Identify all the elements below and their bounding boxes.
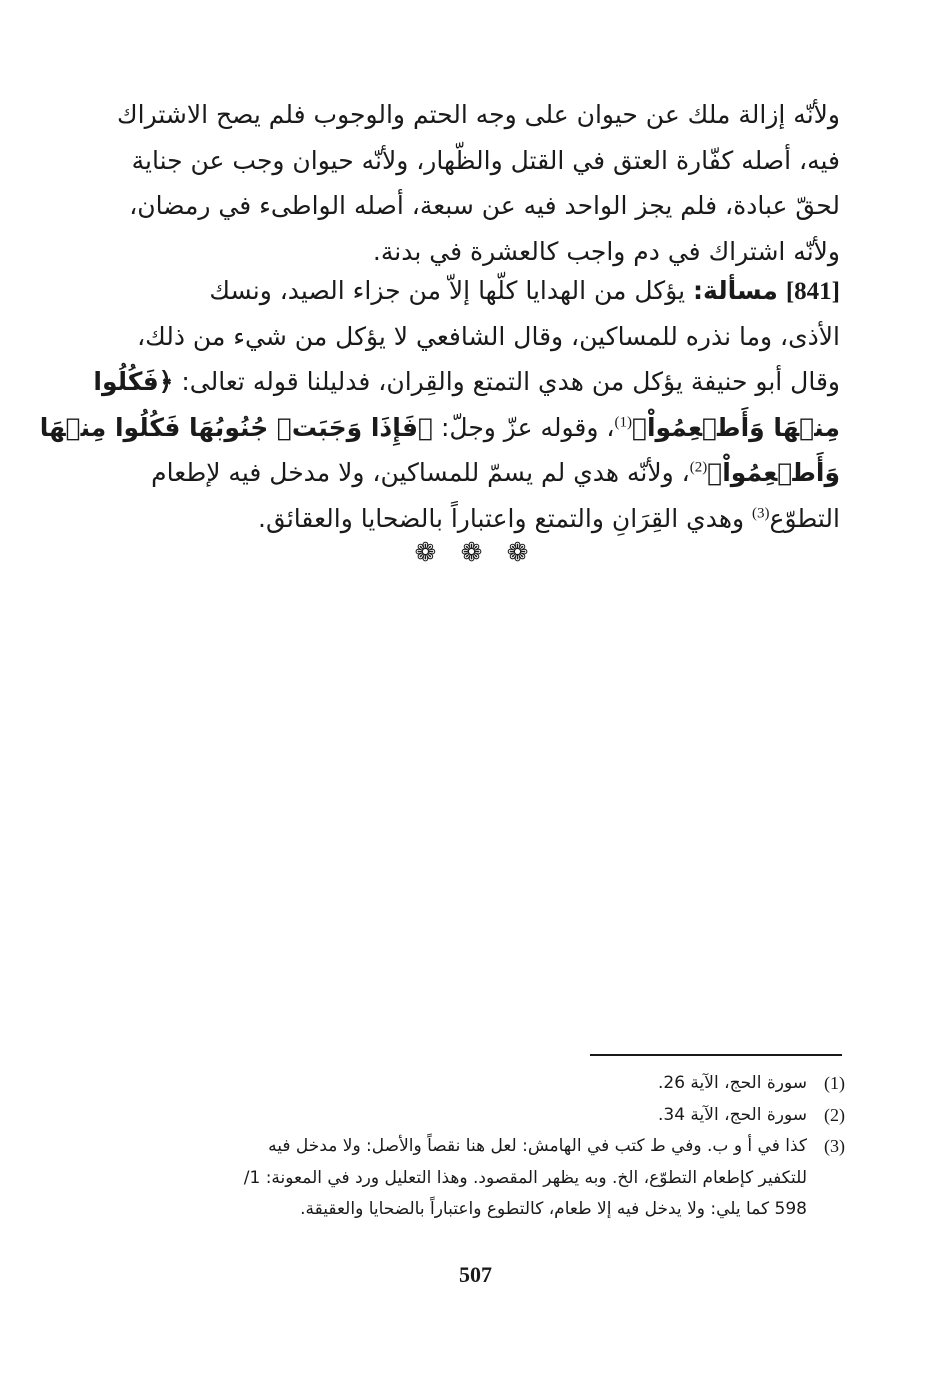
quran-verse: مِنۡهَا وَأَطۡعِمُواْ﴾ [631, 412, 840, 442]
footnote-reference: (3) [752, 505, 770, 522]
paragraph-line: لحقّ عبادة، فلم يجز الواحد فيه عن سبعة، أصله الواطىء في رمضان، [129, 191, 840, 221]
section-ornament-icon: ❁ ❁ ❁ [414, 538, 537, 568]
main-paragraph-1 [88, 92, 840, 274]
footnote-item [100, 1131, 845, 1226]
paragraph-text: التطوّع [769, 503, 840, 533]
main-paragraph-2 [39, 268, 840, 542]
paragraph-text: ، ولأنّه هدي لم يسمّ للمساكين، ولا مدخل فيه لإطعام [151, 458, 690, 488]
paragraph-line: ولأنّه اشتراك في دم واجب كالعشرة في بدنة. [372, 236, 840, 266]
footnote-text [100, 1068, 807, 1100]
footnote-line: سورة الحج، الآية 34. [657, 1104, 807, 1125]
footnote-line: كذا في أ و ب. وفي ط كتب في الهامش: لعل هنا نقصاً والأصل: ولا مدخل فيه [268, 1136, 807, 1156]
paragraph-line [88, 268, 840, 314]
footnote-line: للتكفير كإطعام التطوّع، الخ. وبه يظهر المقصود. وهذا التعليل ورد في المعونة: 1/ [243, 1167, 807, 1188]
issue-number: [841] [785, 278, 840, 305]
footnote-text [100, 1131, 807, 1226]
paragraph-line [39, 405, 840, 451]
paragraph-line [88, 359, 840, 405]
footnotes [100, 1068, 845, 1226]
paragraph-text: ، وقوله عزّ وجلّ: [433, 412, 615, 442]
paragraph-line [88, 450, 840, 496]
footnote-number: (2) [824, 1104, 845, 1125]
page-number: 507 [459, 1262, 492, 1287]
footnote-number: (1) [824, 1073, 845, 1093]
quran-verse: ﴿فَكُلُوا [93, 367, 174, 397]
footnote-reference: (1) [614, 414, 632, 431]
footnote-line: 598 كما يلي: ولا يدخل فيه إلا طعام، كالتطوع واعتباراً بالضحايا والعقيقة. [300, 1199, 807, 1219]
paragraph-text: يؤكل من الهدايا كلّها إلاّ من جزاء الصيد، ونسك [209, 276, 694, 305]
paragraph-line: فيه، أصله كفّارة العتق في القتل والظّهار، ولأنّه حيوان وجب عن جناية [131, 145, 840, 175]
footnote-reference: (2) [689, 460, 708, 477]
paragraph-line: الأذى، وما نذره للمساكين، وقال الشافعي لا يؤكل من شيء من ذلك، [137, 321, 840, 351]
quran-verse: ﴿فَإِذَا وَجَبَتۡ جُنُوبُهَا فَكُلُوا مِنۡهَا [39, 412, 434, 442]
footnote-item [100, 1068, 845, 1100]
paragraph-text: وقال أبو حنيفة يؤكل من هدي التمتع والقِران، فدليلنا قوله تعالى: [173, 367, 840, 397]
footnote-number: (3) [824, 1136, 845, 1156]
footnote-text [100, 1100, 807, 1132]
footnote-line: سورة الحج، الآية 26. [657, 1073, 807, 1093]
footnote-item [100, 1100, 845, 1132]
paragraph-line: ولأنّه إزالة ملك عن حيوان على وجه الحتم والوجوب فلم يصح الاشتراك [117, 100, 840, 129]
issue-label: مسألة: [693, 276, 778, 305]
paragraph-text: وهدي القِرَانِ والتمتع واعتباراً بالضحايا والعقائق. [258, 503, 753, 533]
footnote-divider [590, 1054, 842, 1056]
paragraph-line [88, 496, 840, 542]
quran-verse: وَأَطۡعِمُواْ﴾ [707, 458, 840, 488]
